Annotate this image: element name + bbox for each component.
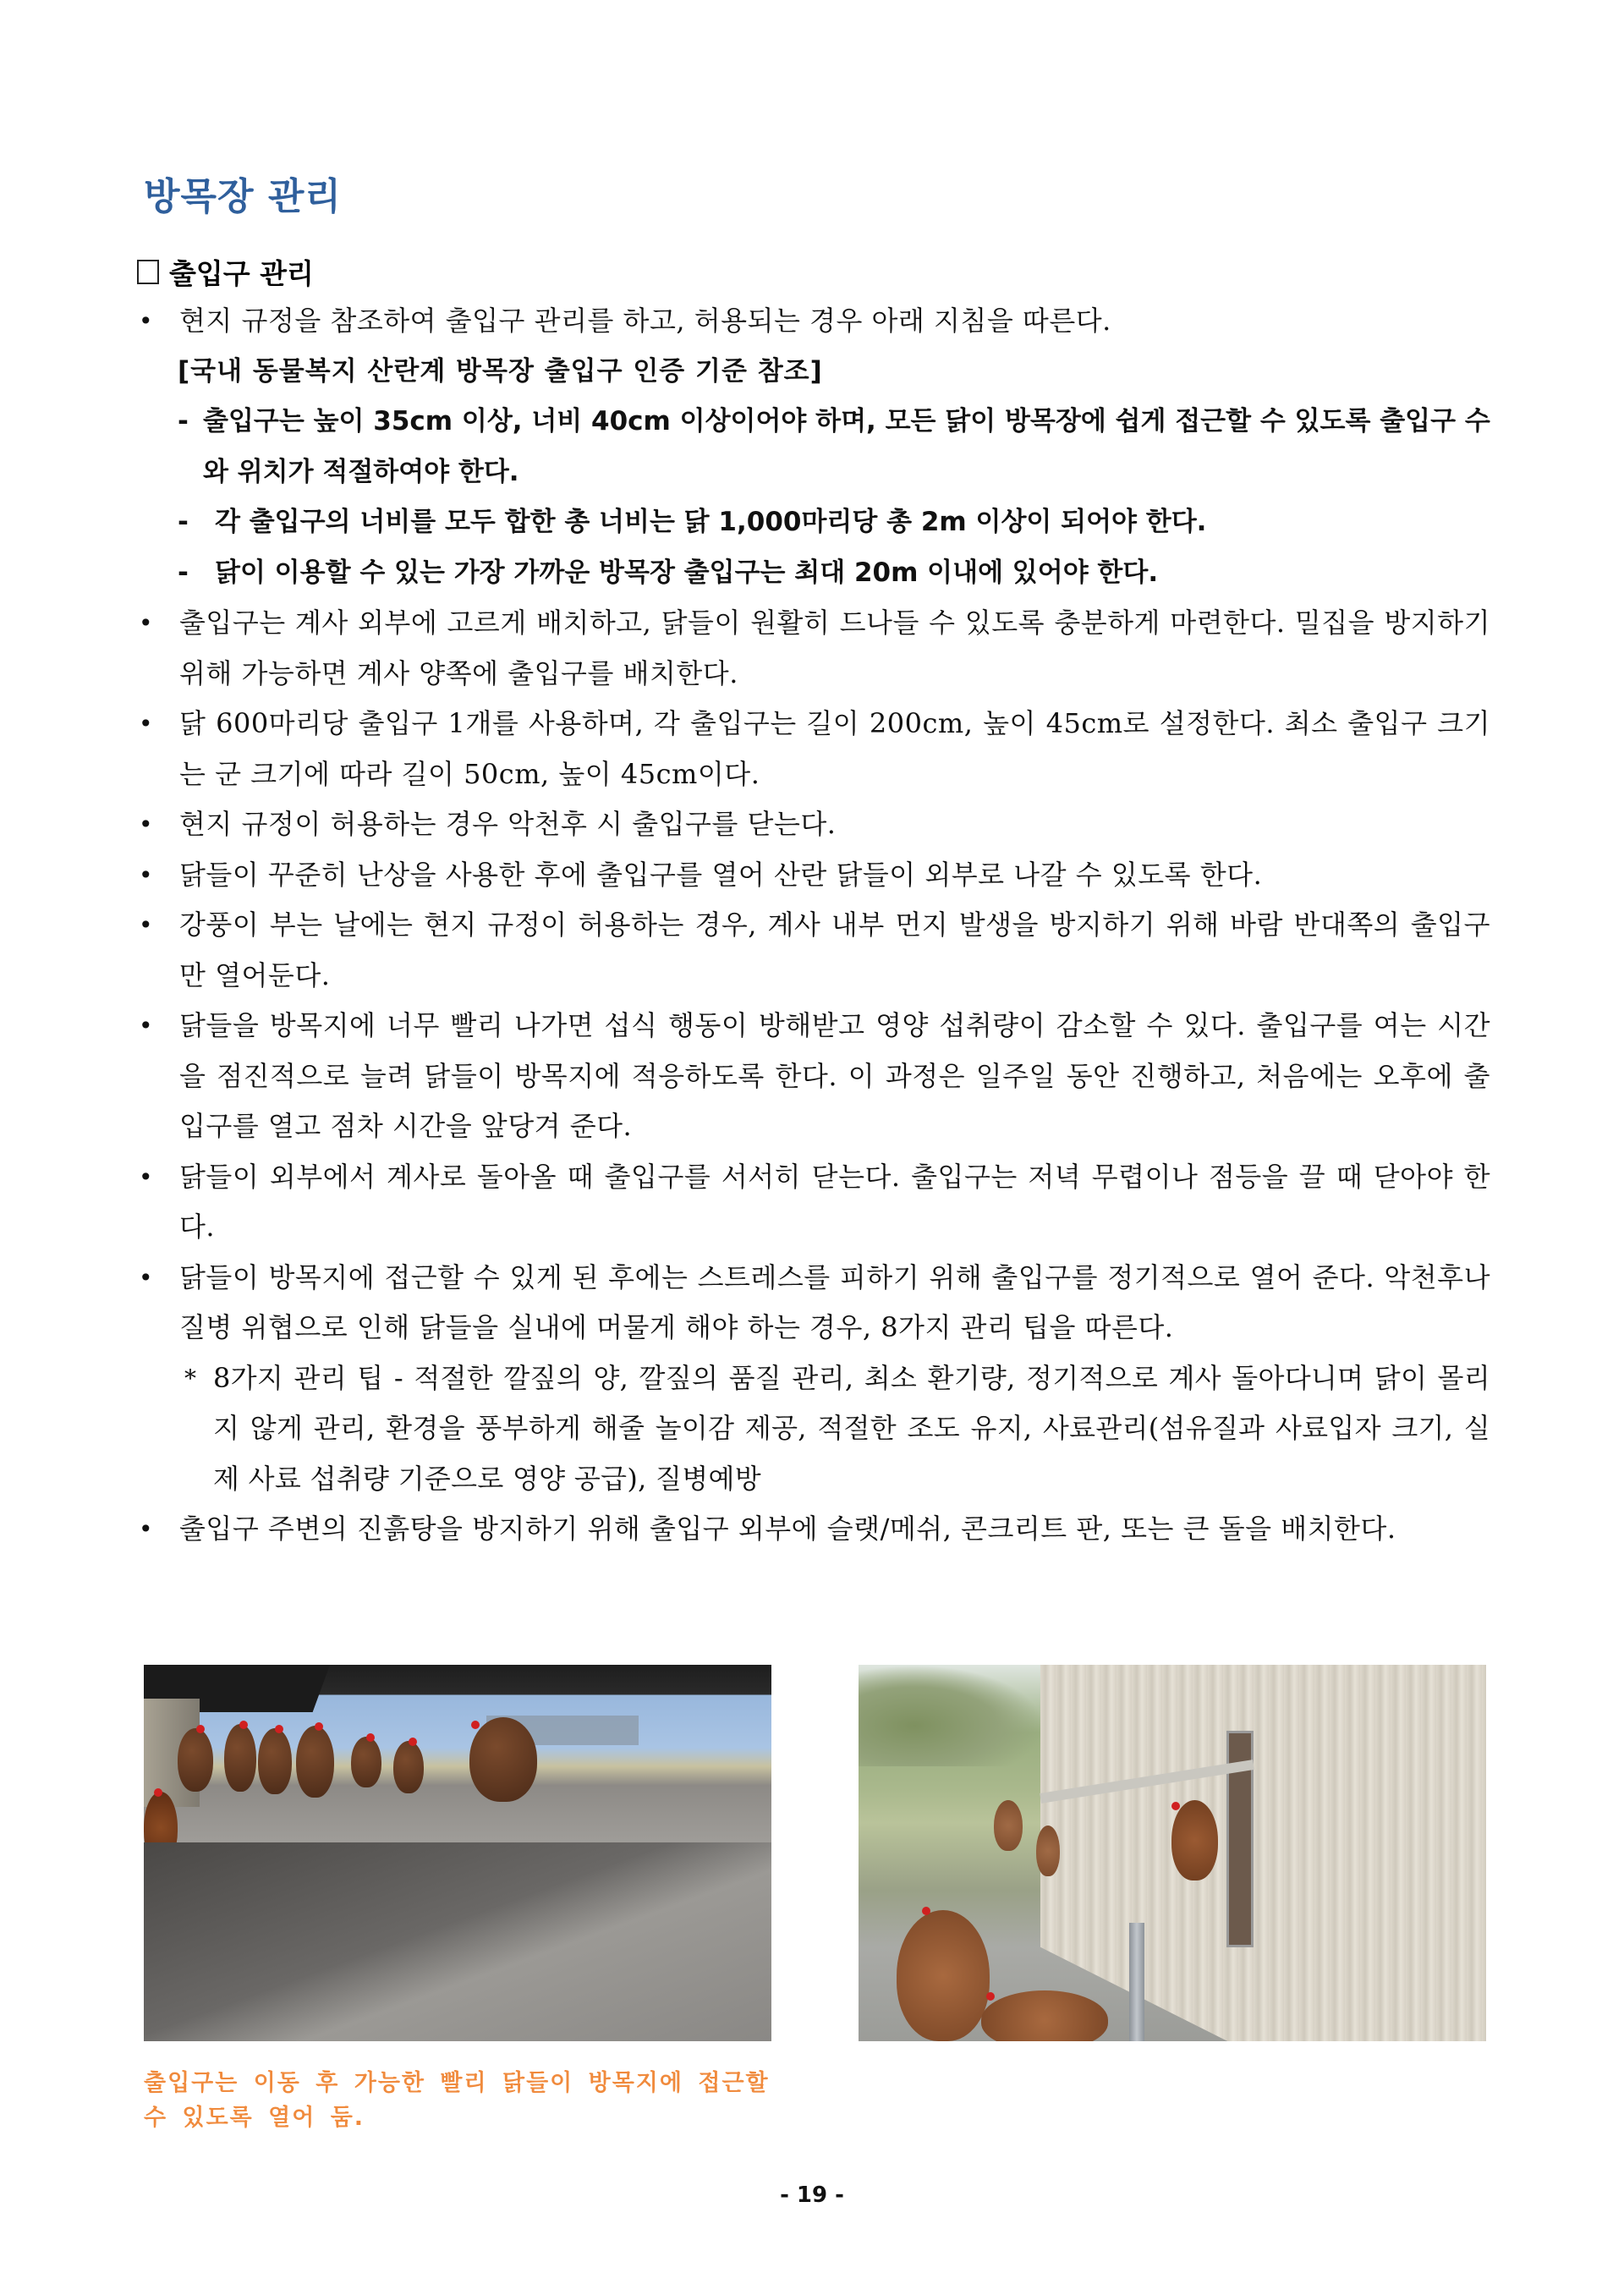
body-content [137, 296, 1490, 1555]
standard-item [178, 397, 1490, 497]
hen-shape [469, 1717, 537, 1802]
bullet-item [137, 699, 1490, 799]
management-tips-note [137, 1353, 1490, 1505]
photo-trees-shape [859, 1665, 1045, 1766]
hen-shape [393, 1741, 424, 1793]
section-heading-label: 출입구 관리 [169, 257, 314, 290]
dash-icon: - [178, 557, 189, 588]
bullet-text: 출입구는 계사 외부에 고르게 배치하고, 닭들이 원활히 드나들 수 있도록 충분하게 마련한다. 밀집을 방지하기 위해 가능하면 계사 양쪽에 출입구를 배치한다. [179, 607, 1490, 689]
bullet-text: 현지 규정이 허용하는 경우 악천후 시 출입구를 닫는다. [179, 808, 837, 840]
bullet-text: 닭들이 꾸준히 난상을 사용한 후에 출입구를 열어 산란 닭들이 외부로 나갈 수 있도록 한다. [179, 858, 1263, 891]
bullet-icon: • [139, 860, 153, 889]
bullet-icon: • [139, 1162, 153, 1191]
hen-shape [1171, 1800, 1218, 1880]
page-title: 방목장 관리 [144, 175, 342, 218]
bullet-text: 현지 규정을 참조하여 출입구 관리를 하고, 허용되는 경우 아래 지침을 따른다. [179, 305, 1111, 337]
bullet-text: 출입구 주변의 진흙탕을 방지하기 위해 출입구 외부에 슬랫/메쉬, 콘크리트 판, 또는 큰 돌을 배치한다. [179, 1513, 1396, 1545]
hen-shape [994, 1800, 1023, 1851]
bullet-icon: • [139, 609, 153, 637]
certification-standard-block [137, 347, 1490, 599]
hen-shape [897, 1910, 990, 2041]
hen-shape [296, 1726, 334, 1798]
page-number: - 19 - [780, 2182, 844, 2208]
bullet-item [137, 1152, 1490, 1253]
bullet-text: 닭 600마리당 출입구 1개를 사용하며, 각 출입구는 길이 200cm, 높이 45cm로 설정한다. 최소 출입구 크기는 군 크기에 따라 길이 50cm, 높이 45cm이다. [179, 707, 1490, 790]
bullet-text: 닭들이 방목지에 접근할 수 있게 된 후에는 스트레스를 피하기 위해 출입구를 정기적으로 열어 준다. 악천후나 질병 위협으로 인해 닭들을 실내에 머물게 해야 하는 경우, 8가지 관리 팁을 따른다. [179, 1260, 1490, 1343]
standard-item-text: 각 출입구의 너비를 모두 합한 총 너비는 닭 1,000마리당 총 2m 이상이 되어야 한다. [215, 507, 1207, 537]
bullet-icon: • [139, 1515, 153, 1543]
standard-item-text: 닭이 이용할 수 있는 가장 가까운 방목장 출입구는 최대 20m 이내에 있어야 한다. [215, 557, 1159, 588]
photo-hens-exiting-pophole [144, 1665, 771, 2041]
standard-item [178, 497, 1490, 548]
bullet-icon: • [139, 810, 153, 838]
bullet-text: 강풍이 부는 날에는 현지 규정이 허용하는 경우, 계사 내부 먼지 발생을 방지하기 위해 바람 반대쪽의 출입구만 열어둔다. [179, 909, 1491, 991]
bullet-item [137, 598, 1490, 699]
figure-caption: 출입구는 이동 후 가능한 빨리 닭들이 방목지에 접근할 수 있도록 열어 둠. [144, 2070, 770, 2131]
bullet-item-intro [137, 296, 1490, 347]
hen-shape [224, 1724, 256, 1792]
bullet-item [137, 1001, 1490, 1152]
checkbox-square-icon [137, 260, 159, 284]
section-heading [137, 252, 314, 292]
bullet-icon: • [139, 911, 153, 939]
bullet-item [137, 850, 1490, 901]
bullet-item [137, 799, 1490, 850]
bullet-icon: • [139, 1263, 153, 1292]
bullet-icon: • [139, 1012, 153, 1040]
bullet-item [137, 900, 1490, 1001]
hen-shape [1036, 1826, 1060, 1876]
bullet-icon: • [139, 307, 153, 335]
photo-wall-shape [1040, 1665, 1486, 2041]
bullet-text: 닭들이 외부에서 계사로 돌아올 때 출입구를 서서히 닫는다. 출입구는 저녁 무렵이나 점등을 끌 때 닫아야 한다. [179, 1160, 1490, 1243]
photo-ground-slab [144, 1842, 771, 2041]
bullet-icon: • [139, 710, 153, 738]
hen-shape [351, 1737, 381, 1787]
standard-title: [국내 동물복지 산란계 방목장 출입구 인증 기준 참조] [178, 355, 823, 387]
standard-item [178, 548, 1490, 599]
dash-icon: - [178, 406, 189, 436]
note-text: 8가지 관리 팁 - 적절한 깔짚의 양, 깔짚의 품질 관리, 최소 환기량, 정기적으로 계사 돌아다니며 닭이 몰리지 않게 관리, 환경을 풍부하게 해줄 놀이감 제공, 적절한 조도 유지, 사료관리(섬유질과 사료입자 크기, 실제 사료 섭취량 기준으로 영양 공급), 질병예방 [213, 1361, 1490, 1495]
hen-shape [258, 1728, 292, 1794]
bullet-item-last [137, 1504, 1490, 1555]
photo-pipe-shape [1129, 1923, 1144, 2041]
asterisk-icon: * [184, 1364, 196, 1392]
photo-hens-at-house-wall [859, 1665, 1486, 2041]
standard-item-text: 출입구는 높이 35cm 이상, 너비 40cm 이상이어야 하며, 모든 닭이 방목장에 쉽게 접근할 수 있도록 출입구 수와 위치가 적절하여야 한다. [203, 406, 1490, 487]
hen-shape [981, 1990, 1108, 2041]
hen-shape [178, 1728, 213, 1792]
dash-icon: - [178, 507, 189, 537]
bullet-item [137, 1253, 1490, 1353]
bullet-text: 닭들을 방목지에 너무 빨리 나가면 섭식 행동이 방해받고 영양 섭취량이 감소할 수 있다. 출입구를 여는 시간을 점진적으로 늘려 닭들이 방목지에 적응하도록 한다. 이 과정은 일주일 동안 진행하고, 처음에는 오후에 출입구를 열고 점차 시간을 앞당겨 준다. [179, 1009, 1490, 1142]
